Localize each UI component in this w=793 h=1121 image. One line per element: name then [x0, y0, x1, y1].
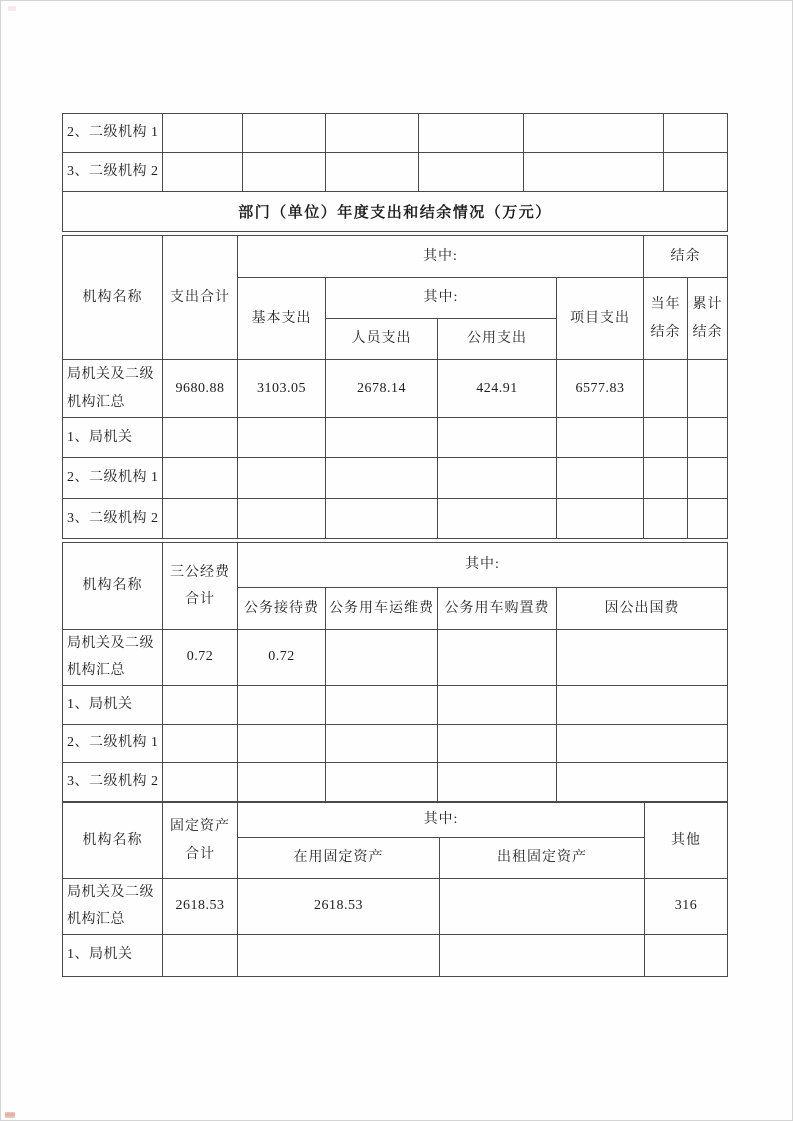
section-title: 部门（单位）年度支出和结余情况（万元）: [63, 192, 728, 232]
continuation-table: [62, 113, 728, 232]
cell-basic: [238, 458, 326, 499]
cell-project: [557, 458, 644, 499]
org-row-label: 局机关及二级机构汇总: [63, 630, 163, 686]
cell-personnel: [326, 418, 438, 458]
expenditure-table: [62, 235, 728, 539]
org-row-label: 1、局机关: [63, 685, 163, 724]
col-header-among: 其中:: [238, 543, 728, 588]
cell-expenditure-total: [163, 418, 238, 458]
cell-vehicle-maintenance: [326, 762, 438, 801]
cell-other-assets: 316: [645, 879, 728, 935]
cell-expenditure-total: [163, 458, 238, 499]
table-row: [63, 499, 728, 539]
empty-cell: [664, 114, 728, 153]
cell-reception: [238, 762, 326, 801]
org-row-label: 2、二级机构 1: [63, 724, 163, 762]
org-row-label: 3、二级机构 2: [63, 499, 163, 539]
empty-cell: [419, 114, 524, 153]
cell-rented-assets: [440, 934, 645, 976]
empty-cell: [524, 153, 664, 192]
cell-three-public-total: [163, 762, 238, 801]
cell-vehicle-maintenance: [326, 724, 438, 762]
three-public-funds-table: [62, 542, 728, 802]
cell-accumulated-balance: [688, 360, 728, 418]
col-header-among-2: 其中:: [326, 278, 557, 319]
header-row: [63, 236, 728, 278]
col-header-among: 其中:: [238, 803, 645, 838]
org-row-label: 1、局机关: [63, 934, 163, 976]
cell-vehicle-purchase: [438, 630, 557, 686]
fixed-assets-table: [62, 802, 728, 977]
header-row: [63, 543, 728, 588]
org-row-label: 3、二级机构 2: [63, 762, 163, 801]
cell-project: [557, 499, 644, 539]
col-header-among: 其中:: [238, 236, 644, 278]
cell-public: [438, 499, 557, 539]
org-row-label: 1、局机关: [63, 418, 163, 458]
col-header-in-use-assets: 在用固定资产: [238, 838, 440, 879]
cell-fixed-assets-total: 2618.53: [163, 879, 238, 935]
cell-vehicle-purchase: [438, 724, 557, 762]
table-row-summary: [63, 879, 728, 935]
cell-in-use-assets: 2618.53: [238, 879, 440, 935]
col-header-org: 机构名称: [63, 803, 163, 879]
cell-current-balance: [644, 458, 688, 499]
org-row-label: 局机关及二级机构汇总: [63, 879, 163, 935]
col-header-accumulated-balance: 累计结余: [688, 278, 728, 360]
cell-personnel: 2678.14: [326, 360, 438, 418]
cell-accumulated-balance: [688, 458, 728, 499]
cell-public: [438, 458, 557, 499]
table-row: [63, 762, 728, 801]
cell-abroad: [557, 630, 728, 686]
cell-vehicle-maintenance: [326, 685, 438, 724]
empty-cell: [326, 153, 419, 192]
cell-abroad: [557, 762, 728, 801]
cell-abroad: [557, 724, 728, 762]
col-header-expenditure-total: 支出合计: [163, 236, 238, 360]
table-row: [63, 934, 728, 976]
table-row: [63, 114, 728, 153]
empty-cell: [163, 153, 243, 192]
cell-basic: [238, 499, 326, 539]
cell-three-public-total: [163, 724, 238, 762]
cell-three-public-total: [163, 685, 238, 724]
cell-public: [438, 418, 557, 458]
cell-public: 424.91: [438, 360, 557, 418]
cell-project: 6577.83: [557, 360, 644, 418]
col-header-abroad: 因公出国费: [557, 588, 728, 630]
cell-project: [557, 418, 644, 458]
cell-fixed-assets-total: [163, 934, 238, 976]
table-row: [63, 685, 728, 724]
scan-smudge-bottom-left: [5, 1112, 15, 1118]
cell-accumulated-balance: [688, 499, 728, 539]
empty-cell: [524, 114, 664, 153]
cell-current-balance: [644, 418, 688, 458]
col-header-personnel-expenditure: 人员支出: [326, 319, 438, 360]
cell-personnel: [326, 499, 438, 539]
cell-personnel: [326, 458, 438, 499]
col-header-vehicle-purchase: 公务用车购置费: [438, 588, 557, 630]
col-header-current-balance: 当年结余: [644, 278, 688, 360]
col-header-rented-assets: 出租固定资产: [440, 838, 645, 879]
scan-smudge-top-left: [8, 6, 16, 11]
cell-reception: [238, 685, 326, 724]
cell-expenditure-total: 9680.88: [163, 360, 238, 418]
cell-vehicle-purchase: [438, 685, 557, 724]
table-row-summary: [63, 630, 728, 686]
col-header-vehicle-maintenance: 公务用车运维费: [326, 588, 438, 630]
col-header-project-expenditure: 项目支出: [557, 278, 644, 360]
col-header-org: 机构名称: [63, 236, 163, 360]
cell-rented-assets: [440, 879, 645, 935]
cell-reception: [238, 724, 326, 762]
table-row: [63, 418, 728, 458]
col-header-reception: 公务接待费: [238, 588, 326, 630]
empty-cell: [243, 114, 326, 153]
section-title-row: [63, 192, 728, 232]
cell-abroad: [557, 685, 728, 724]
cell-current-balance: [644, 499, 688, 539]
table-row: [63, 153, 728, 192]
cell-vehicle-purchase: [438, 762, 557, 801]
col-header-org: 机构名称: [63, 543, 163, 630]
col-header-other: 其他: [645, 803, 728, 879]
cell-basic: [238, 418, 326, 458]
col-header-three-public-total: 三公经费合计: [163, 543, 238, 630]
cell-current-balance: [644, 360, 688, 418]
empty-cell: [326, 114, 419, 153]
cell-basic: 3103.05: [238, 360, 326, 418]
empty-cell: [163, 114, 243, 153]
cell-accumulated-balance: [688, 418, 728, 458]
org-row-label: 局机关及二级机构汇总: [63, 360, 163, 418]
table-row: [63, 458, 728, 499]
empty-cell: [664, 153, 728, 192]
table-row-summary: [63, 360, 728, 418]
col-header-public-expenditure: 公用支出: [438, 319, 557, 360]
empty-cell: [243, 153, 326, 192]
empty-cell: [419, 153, 524, 192]
cell-vehicle-maintenance: [326, 630, 438, 686]
header-row: [63, 803, 728, 838]
org-row-label: 2、二级机构 1: [63, 114, 163, 153]
org-row-label: 2、二级机构 1: [63, 458, 163, 499]
cell-other-assets: [645, 934, 728, 976]
cell-in-use-assets: [238, 934, 440, 976]
cell-expenditure-total: [163, 499, 238, 539]
table-row: [63, 724, 728, 762]
col-header-fixed-assets-total: 固定资产合计: [163, 803, 238, 879]
cell-three-public-total: 0.72: [163, 630, 238, 686]
col-header-balance: 结余: [644, 236, 728, 278]
org-row-label: 3、二级机构 2: [63, 153, 163, 192]
col-header-basic-expenditure: 基本支出: [238, 278, 326, 360]
cell-reception: 0.72: [238, 630, 326, 686]
